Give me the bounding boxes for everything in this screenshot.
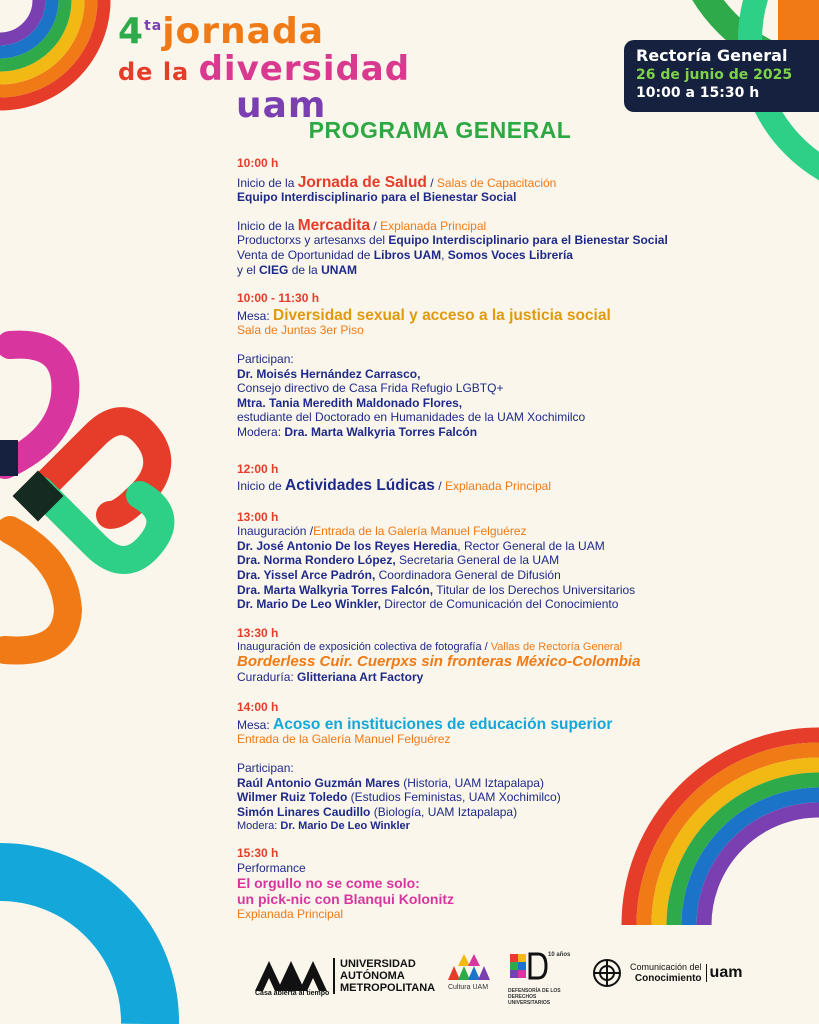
block2-title-line: Mesa: Diversidad sexual y acceso a la justicia social [237, 306, 611, 324]
block2-p1-desc: Consejo directivo de Casa Frida Refugio LGBTQ+ [237, 381, 504, 396]
title-uam: uam [236, 85, 327, 126]
event-date: 26 de junio de 2025 [636, 67, 793, 83]
block1-line3: Inicio de la Mercadita / Explanada Principal [237, 216, 487, 234]
block4-line: Inauguración /Entrada de la Galería Manuel Felguérez [237, 524, 527, 539]
block6-p1: Raúl Antonio Guzmán Mares (Historia, UAM Iztapalapa) [237, 775, 544, 790]
title-word-jornada: jornada [162, 11, 325, 52]
block7-place: Explanada Principal [237, 907, 344, 922]
block4-p3: Dra. Yissel Arce Padrón, Coordinadora General de Difusión [237, 568, 561, 583]
block1-line5: Venta de Oportunidad de Libros UAM, Somos Voces Librería [237, 247, 573, 262]
program-list [237, 156, 707, 922]
cc-line2: Conocimiento [634, 973, 702, 984]
borderless-cuir-title: Borderless Cuir. Cuerpxs sin fronteras México-Colombia [237, 653, 641, 671]
block7-performance: Performance [237, 860, 306, 875]
mesa-acoso-title: Acoso en instituciones de educación superior [273, 715, 613, 733]
block6-place: Entrada de la Galería Manuel Felguérez [237, 732, 451, 747]
block6-title-line: Mesa: Acoso en instituciones de educación superior [237, 715, 613, 733]
title-word-diversidad: diversidad [198, 49, 411, 89]
defensoria-mark-icon [508, 950, 548, 988]
event-place: Rectoría General [636, 46, 788, 65]
title-sup: ta [144, 18, 163, 34]
block4-p2: Dra. Norma Rondero López, Secretaria General de la UAM [237, 553, 560, 568]
block5-time: 13:30 h [237, 625, 279, 640]
cultura-mark-icon [446, 952, 490, 982]
block1-time: 10:00 h [237, 156, 279, 170]
cultura-label: Cultura UAM [447, 984, 489, 991]
block2-time: 10:00 - 11:30 h [237, 291, 320, 306]
block2-p2: Mtra. Tania Meredith Maldonado Flores, [237, 395, 463, 410]
block6-p3: Simón Linares Caudillo (Biología, UAM Iztapalapa) [237, 804, 518, 819]
uam-mark-icon [255, 961, 327, 991]
block1-line6: y el CIEG de la UNAM [237, 262, 358, 277]
defensoria-text: DEFENSORÍA DE LOS DERECHOS UNIVERSITARIOS [508, 988, 561, 1006]
block4-time: 13:00 h [237, 509, 279, 524]
uam-tagline: Casa abierta al tiempo [255, 990, 330, 997]
block1-line4: Productorxs y artesanxs del Equipo Interdisciplinario para el Bienestar Social [237, 233, 668, 248]
block6-mod: Modera: Dr. Mario De Leo Winkler [237, 820, 410, 833]
block2-p2-desc: estudiante del Doctorado en Humanidades de la UAM Xochimilco [237, 410, 586, 425]
jornada-salud-title: Jornada de Salud [297, 173, 427, 191]
block6-participan: Participan: [237, 761, 294, 775]
block4-p4: Dra. Marta Walkyria Torres Falcón, Titular de los Derechos Universitarios [237, 582, 636, 597]
block1-place: Salas de Capacitación [436, 175, 557, 190]
footer-logos [0, 948, 819, 1008]
defensoria-years: 10 años [548, 952, 571, 958]
performance-title-2: un pick-nic con Blanqui Kolonitz [237, 891, 454, 908]
rainbow-top-left [0, 0, 104, 104]
block5-line: Inauguración de exposición colectiva de fotografía / Vallas de Rectoría General [237, 641, 623, 654]
cultura-uam-logo [440, 952, 496, 991]
block2-mod: Modera: Dra. Marta Walkyria Torres Falcón [237, 424, 478, 439]
block6-p2: Wilmer Ruiz Toledo (Estudios Feministas, UAM Xochimilco) [237, 790, 561, 805]
cc-line1: Comunicación del [630, 962, 702, 972]
mesa-diversidad-title: Diversidad sexual y acceso a la justicia social [273, 306, 611, 324]
event-title [118, 11, 411, 126]
block3-time: 12:00 h [237, 461, 279, 476]
comunicacion-logo [590, 956, 750, 990]
block3-line: Inicio de Actividades Lúdicas / Explanada Principal [237, 477, 552, 495]
block1-line1: Inicio de la Jornada de Salud / Salas de Capacitación [237, 173, 557, 191]
block7-time: 15:30 h [237, 845, 279, 860]
uam-line2: AUTÓNOMA [340, 970, 405, 982]
title-de-la: de la [118, 58, 199, 86]
mercadita-title: Mercadita [297, 216, 371, 234]
uam-line3: METROPOLITANA [340, 982, 436, 994]
uam-logo [255, 954, 435, 998]
block2-p1: Dr. Moisés Hernández Carrasco, [237, 366, 421, 381]
defensoria-logo [508, 950, 578, 1006]
event-hours: 10:00 a 15:30 h [636, 85, 760, 101]
block4-p5: Dr. Mario De Leo Winkler, Director de Comunicación del Conocimiento [237, 597, 619, 612]
performance-title-1: El orgullo no se come solo: [237, 875, 420, 892]
program-heading: PROGRAMA GENERAL [308, 117, 572, 143]
title-number: 4 [118, 11, 145, 52]
actividades-ludicas-title: Actividades Lúdicas [285, 477, 435, 495]
comunicacion-mark-icon [590, 956, 624, 990]
block6-time: 14:00 h [237, 700, 279, 715]
event-info-box [624, 40, 819, 112]
block1-line2: Equipo Interdisciplinario para el Bienestar Social [237, 190, 517, 205]
block2-place: Sala de Juntas 3er Piso [237, 323, 364, 338]
block2-participan: Participan: [237, 351, 294, 366]
uam-line1: UNIVERSIDAD [340, 958, 416, 970]
block4-p1: Dr. José Antonio De los Reyes Heredia, Rector General de la UAM [237, 538, 605, 553]
cc-uam: uam [706, 964, 743, 982]
block5-curaduria: Curaduría: Glitteriana Art Factory [237, 669, 424, 684]
